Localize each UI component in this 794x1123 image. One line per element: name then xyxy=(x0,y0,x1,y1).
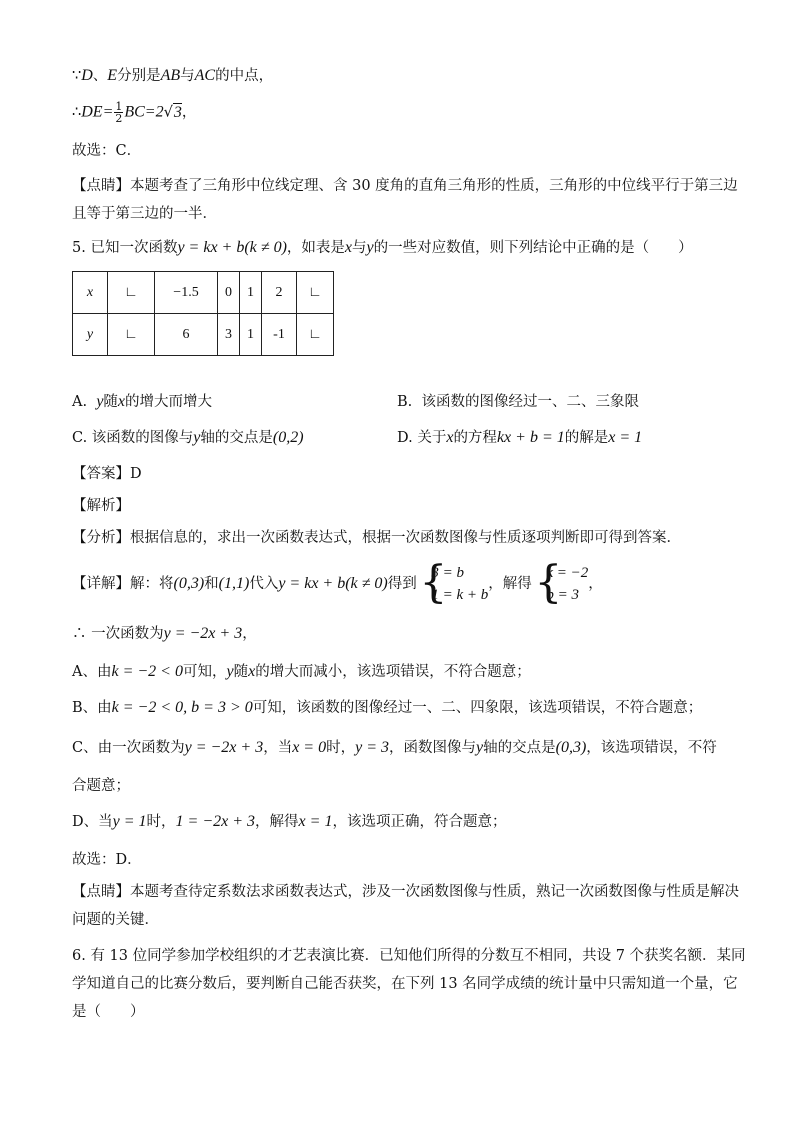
segment-ab: AB xyxy=(160,67,181,84)
question-6-line3: 是（ ） xyxy=(72,1004,145,1020)
math: y = 3 xyxy=(355,739,390,756)
conclusion-line xyxy=(72,101,196,124)
text: ， xyxy=(588,576,603,592)
math: x = 0 xyxy=(292,739,327,756)
text: 可知，该函数的图像经过一、二、四象限，该选项错误，不符合题意； xyxy=(252,700,703,716)
text: ，该选项错误，不符 xyxy=(586,740,717,756)
text: 与 xyxy=(352,240,367,256)
point-e: E xyxy=(107,67,118,84)
table-row-x xyxy=(73,272,334,314)
text: ，当 xyxy=(263,740,293,756)
table-cell: ∟ xyxy=(297,314,334,356)
text: 随 xyxy=(103,394,118,410)
point: (0,3) xyxy=(173,575,205,592)
value-table xyxy=(72,271,334,356)
detail-line xyxy=(72,562,603,606)
option-label: A. xyxy=(72,394,88,410)
table-row-y xyxy=(73,314,334,356)
text: 的一些对应数值，则下列结论中正确的是（ ） xyxy=(373,240,693,256)
text: 【详解】解：将 xyxy=(72,576,174,592)
text: 的增大而增大 xyxy=(125,394,213,410)
math: BC=2 xyxy=(124,103,164,121)
reason-line xyxy=(72,66,273,86)
var-x: x xyxy=(117,393,126,410)
var-y: y xyxy=(226,663,234,680)
text: 时， xyxy=(326,740,356,756)
comment-q5-line1: 【点睛】本题考查待定系数法求函数表达式，涉及一次函数图像与性质，熟记一次函数图像与性质是解决 xyxy=(72,884,739,900)
text: 随 xyxy=(233,664,249,680)
text: ，该选项正确，符合题意； xyxy=(332,814,507,830)
because-symbol: ∵ xyxy=(72,68,82,84)
equation: { 3 = b xyxy=(431,565,464,581)
choice-line-5: 故选：D． xyxy=(72,852,142,868)
numerator: 1 xyxy=(115,100,123,113)
math: x = 1 xyxy=(298,813,333,830)
point: (0,3) xyxy=(555,739,587,756)
separator: 、 xyxy=(92,68,108,84)
equation: 1 = k + b xyxy=(431,587,489,603)
option-a xyxy=(72,392,212,412)
var-x: x xyxy=(446,429,454,446)
math: k = −2 < 0 xyxy=(111,663,183,680)
text: 分别是 xyxy=(117,68,161,84)
point-d: D xyxy=(81,67,93,84)
function-expression: y = kx + b(k ≠ 0) xyxy=(278,575,388,592)
equation: kx + b = 1 xyxy=(496,429,565,446)
text: D、当 xyxy=(72,814,113,830)
radicand: 3 xyxy=(173,103,182,121)
math: DE= xyxy=(81,103,114,121)
table-cell: ∟ xyxy=(108,314,155,356)
analysis-heading: 【解析】 xyxy=(72,498,130,514)
therefore-symbol: ∴ xyxy=(72,104,82,121)
text: ， xyxy=(181,104,197,121)
function-expression: y = kx + b(k ≠ 0) xyxy=(177,239,287,256)
text: 和 xyxy=(204,576,219,592)
text: 的方程 xyxy=(453,430,497,446)
table-cell: 3 xyxy=(218,314,240,356)
text: A、由 xyxy=(72,664,112,680)
text: ，函数图像与 xyxy=(389,740,477,756)
option-d xyxy=(397,428,642,448)
function-line xyxy=(72,624,257,644)
solution-system xyxy=(536,562,588,606)
answer-line: 【答案】D xyxy=(72,466,142,482)
table-cell: y xyxy=(73,314,108,356)
option-c xyxy=(72,428,304,448)
option-b xyxy=(397,392,639,412)
segment-ac: AC xyxy=(194,67,216,84)
analysis-c-line2: 合题意； xyxy=(72,778,130,794)
option-label: C. xyxy=(72,430,88,446)
text: 可知， xyxy=(182,664,227,680)
text: ，解得 xyxy=(255,814,299,830)
point: (0,2) xyxy=(272,429,304,446)
choice-line-4: 故选：C． xyxy=(72,143,142,159)
denominator: 2 xyxy=(115,112,123,125)
var-x: x xyxy=(344,239,352,256)
table-cell: 1 xyxy=(240,272,262,314)
comment-q4-line2: 且等于第三边的一半． xyxy=(72,206,217,222)
text: 与 xyxy=(180,68,195,84)
text: 得到 xyxy=(387,576,417,592)
equation: b = 3 xyxy=(546,587,579,603)
question-6-line1: 6. 有 13 位同学参加学校组织的才艺表演比赛．已知他们所得的分数互不相同，共设 7 个获奖名额．某同 xyxy=(72,948,746,964)
text: 轴的交点是 xyxy=(483,740,556,756)
text: 时， xyxy=(146,814,176,830)
text: 的中点， xyxy=(215,68,274,84)
point: (1,1) xyxy=(218,575,250,592)
question-5 xyxy=(72,238,693,258)
function-expression: y = −2x + 3 xyxy=(184,739,264,756)
solution: x = 1 xyxy=(608,429,643,446)
text: ，如表是 xyxy=(286,240,345,256)
math: 1 = −2x + 3 xyxy=(175,813,256,830)
equation-system xyxy=(421,562,488,606)
sqrt-symbol: √ xyxy=(163,104,173,121)
var-y: y xyxy=(476,739,484,756)
text: 关于 xyxy=(417,430,447,446)
text: 的增大而减小，该选项错误，不符合题意； xyxy=(255,664,531,680)
fraction xyxy=(114,101,123,124)
text: 该函数的图像与 xyxy=(91,430,194,446)
text: 轴的交点是 xyxy=(200,430,273,446)
table-cell: −1.5 xyxy=(155,272,218,314)
table-cell: ∟ xyxy=(297,272,334,314)
text: B、由 xyxy=(72,700,112,716)
table-cell: 2 xyxy=(262,272,297,314)
analysis-line: 【分析】根据信息的，求出一次函数表达式，根据一次函数图像与性质逐项判断即可得到答案． xyxy=(72,530,681,546)
table-cell: -1 xyxy=(262,314,297,356)
var-x: x xyxy=(248,663,256,680)
var-y: y xyxy=(366,239,374,256)
table-cell: 6 xyxy=(155,314,218,356)
var-y: y xyxy=(193,429,201,446)
text: 5. 已知一次函数 xyxy=(72,240,178,256)
math: y = 1 xyxy=(112,813,147,830)
analysis-b-line xyxy=(72,698,702,718)
text: C、由一次函数为 xyxy=(72,740,185,756)
comment-q4-line1: 【点睛】本题考查了三角形中位线定理、含 30 度角的直角三角形的性质，三角形的中位线平行于第三边 xyxy=(72,178,738,194)
option-label: D. xyxy=(397,430,413,446)
text: 代入 xyxy=(249,576,279,592)
var-y: y xyxy=(96,393,104,410)
analysis-a-line xyxy=(72,662,531,682)
math: k = −2 < 0, b = 3 > 0 xyxy=(111,699,253,716)
question-6-line2: 学知道自己的比赛分数后，要判断自己能否获奖，在下列 13 名同学成绩的统计量中只需知道一个量，它 xyxy=(72,976,738,992)
text: 的解是 xyxy=(564,430,609,446)
text: 该函数的图像经过一、二、三象限 xyxy=(421,394,639,410)
table-cell: 1 xyxy=(240,314,262,356)
text: ∴ 一次函数为 xyxy=(72,626,164,642)
analysis-d-line xyxy=(72,812,506,832)
comment-q5-line2: 问题的关键． xyxy=(72,912,159,928)
option-label: B. xyxy=(397,394,413,410)
text: ， xyxy=(242,626,257,642)
function-expression: y = −2x + 3 xyxy=(163,625,243,642)
table-cell: ∟ xyxy=(108,272,155,314)
equation: { k = −2 xyxy=(546,565,589,581)
analysis-c-line xyxy=(72,738,717,758)
text: ，解得 xyxy=(488,576,532,592)
table-cell: x xyxy=(73,272,108,314)
table-cell: 0 xyxy=(218,272,240,314)
